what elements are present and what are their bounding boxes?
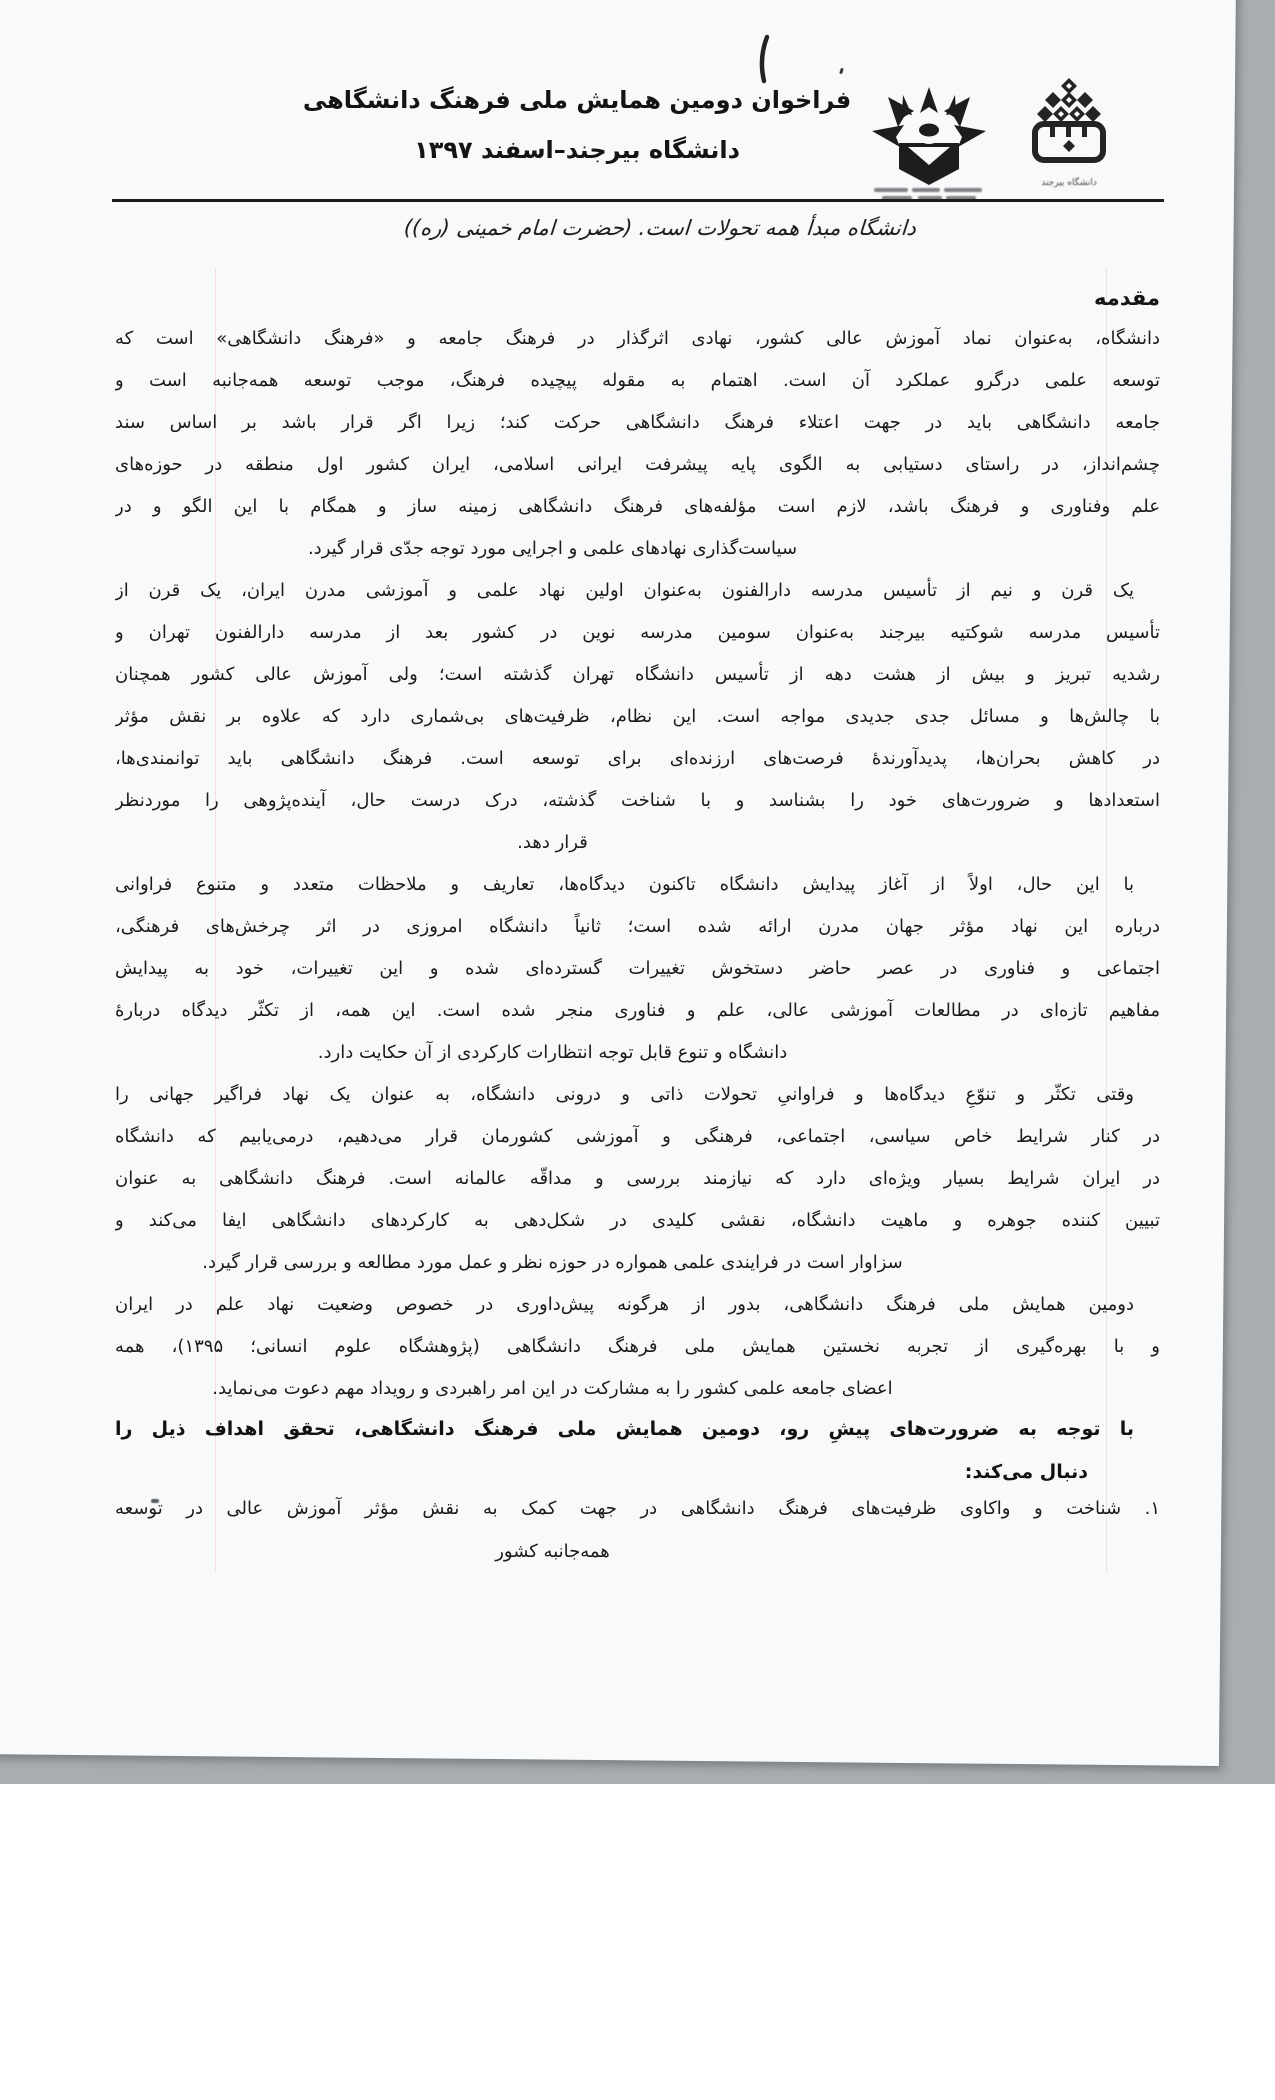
body-line: دومین همایش ملی فرهنگ دانشگاهی، بدور از هرگونه پیش‌داوری در خصوص وضعیت نهاد علم در ایران xyxy=(115,1294,1134,1315)
conference-subtitle: دانشگاه بیرجند–اسفند ۱۳۹۷ xyxy=(414,136,740,164)
body-line: دانشگاه و تنوع قابل توجه انتظارات کارکردی از آن حکایت دارد. xyxy=(317,1042,788,1063)
section-heading: مقدمه xyxy=(1094,286,1160,310)
body-line: تبیین کننده جوهره و ماهیت دانشگاه، نقشی کلیدی در شکل‌دهی به کارکردهای دانشگاهی ایفا می‌کند و xyxy=(115,1210,1160,1231)
body-line: وقتی تکثّر و تنوّعِ دیدگاه‌ها و فراوانیِ تحولات ذاتی و درونی دانشگاه، به عنوان یک نهاد فراگیر جهانی را xyxy=(115,1084,1134,1105)
body-line-goals-intro: با توجه به ضرورت‌های پیشِ رو، دومین همایش ملی فرهنگ دانشگاهی، تحقق اهداف ذیل را xyxy=(115,1418,1134,1440)
body-line: علم وفناوری و فرهنگ باشد، لازم است مؤلفه‌های فرهنگ دانشگاهی زمینه ساز و همگام با این الگو و در xyxy=(115,496,1160,517)
body-line: در کنار شرایط خاص سیاسی، اجتماعی، فرهنگی و آموزشی کشورمان قرار می‌دهیم، درمی‌یابیم که دانشگاه xyxy=(115,1126,1160,1147)
conference-title: فراخوان دومین همایش ملی فرهنگ دانشگاهی xyxy=(302,86,852,114)
body-line: اجتماعی و فناوری در عصر حاضر دستخوش تغییرات گسترده‌ای شده و این تغییرات، خود به پیدایش xyxy=(115,958,1160,979)
khomeini-quote: دانشگاه مبدأ همه تحولات است. (حضرت امام خمینی (ره)) xyxy=(403,216,917,240)
body-line-goals-intro: دنبال می‌کند: xyxy=(964,1461,1088,1483)
body-line: سیاست‌گذاری نهادهای علمی و اجرایی مورد توجه جدّی قرار گیرد. xyxy=(307,538,798,559)
body-line: و با بهره‌گیری از تجربه نخستین همایش ملی فرهنگ دانشگاهی (پژوهشگاه علوم انسانی؛ ۱۳۹۵)، همه xyxy=(115,1336,1160,1357)
body-line: در کاهش بحران‌ها، پدیدآورندهٔ فرصت‌های ارزنده‌ای برای توسعه است. فرهنگ دانشگاهی باید توانمندی‌ها، xyxy=(115,748,1160,769)
body-line: درباره این نهاد مؤثر جهان مدرن ارائه شده است؛ ثانیاً دانشگاه امروزی در اثر چرخش‌های فرهنگی، xyxy=(115,916,1160,937)
body-line: توسعه علمی درگرو عملکرد آن است. اهتمام به مقوله پیچیده فرهنگ، موجب توسعه همه‌جانبه است و xyxy=(115,370,1160,391)
body-line: در ایران شرایط بسیار ویژه‌ای دارد که نیازمند بررسی و مداقّه عالمانه است. فرهنگ دانشگاهی به عنوان xyxy=(115,1168,1160,1189)
body-line: تأسیس مدرسه شوکتیه بیرجند به‌عنوان سومین مدرسه نوین در کشور بعد از مدرسه دارالفنون تهران و xyxy=(115,622,1160,643)
body-line: مفاهیم تازه‌ای در مطالعات آموزشی عالی، علم و فناوری منجر شده است. این همه، از تکثّر دیدگاه دربارهٔ xyxy=(115,1000,1160,1021)
body-line: با این حال، اولاً از آغاز پیدایش دانشگاه تاکنون دیدگاه‌ها، تعاریف و ملاحظات متعدد و متنوع فراوانی xyxy=(115,874,1134,895)
birjand-university-logo xyxy=(1008,74,1130,186)
body-line: قرار دهد. xyxy=(517,832,588,853)
body-line: استعدادها و ضرورت‌های خود را بشناسد و با شناخت گذشته، درک درست حال، آینده‌پژوهی را موردنظر xyxy=(115,790,1160,811)
body-line: یک قرن و نیم از تأسیس مدرسه دارالفنون به‌عنوان اولین نهاد علمی و آموزشی مدرن ایران، یک قرن از xyxy=(115,580,1134,601)
body-line: دانشگاه، به‌عنوان نماد آموزش عالی کشور، نهادی اثرگذار در فرهنگ جامعه و «فرهنگ دانشگاهی» است که xyxy=(115,328,1160,349)
handwritten-page-number-mark xyxy=(754,34,778,86)
ink-speck xyxy=(839,68,844,75)
birjand-logo-caption: دانشگاه بیرجند xyxy=(1041,178,1097,188)
body-line: جامعه دانشگاهی باید در جهت اعتلاء فرهنگ دانشگاهی حرکت کند؛ زیرا اگر قرار باشد بر اساس سند xyxy=(115,412,1160,433)
body-line-goal-item: ۱. شناخت و واکاوی ظرفیت‌های فرهنگ دانشگاهی در جهت کمک به نقش مؤثر آموزش عالی در توسعه xyxy=(115,1498,1160,1519)
body-line: اعضای جامعه علمی کشور را به مشارکت در این امر راهبردی و رویداد مهم دعوت می‌نماید. xyxy=(212,1378,893,1399)
body-line-goal-item: همه‌جانبه کشور xyxy=(495,1541,610,1562)
header-rule xyxy=(112,199,1164,202)
body-line: چشم‌انداز، در راستای دستیابی به الگوی پایه پیشرفت ایرانی اسلامی، ایران کشور اول منطقه در حوزه‌های xyxy=(115,454,1160,475)
body-line: رشدیه تبریز و بیش از هشت دهه از تأسیس دانشگاه تهران گذشته است؛ ولی آموزش عالی کشور همچنان xyxy=(115,664,1160,685)
body-line: سزاوار است در فرایندی علمی همواره در حوزه نظر و عمل مورد مطالعه و بررسی قرار گیرد. xyxy=(202,1252,903,1273)
body-line: با چالش‌ها و مسائل جدی جدیدی مواجه است. این نظام، ظرفیت‌های بی‌شماری دارد که علاوه بر نقش مؤثر xyxy=(115,706,1160,727)
